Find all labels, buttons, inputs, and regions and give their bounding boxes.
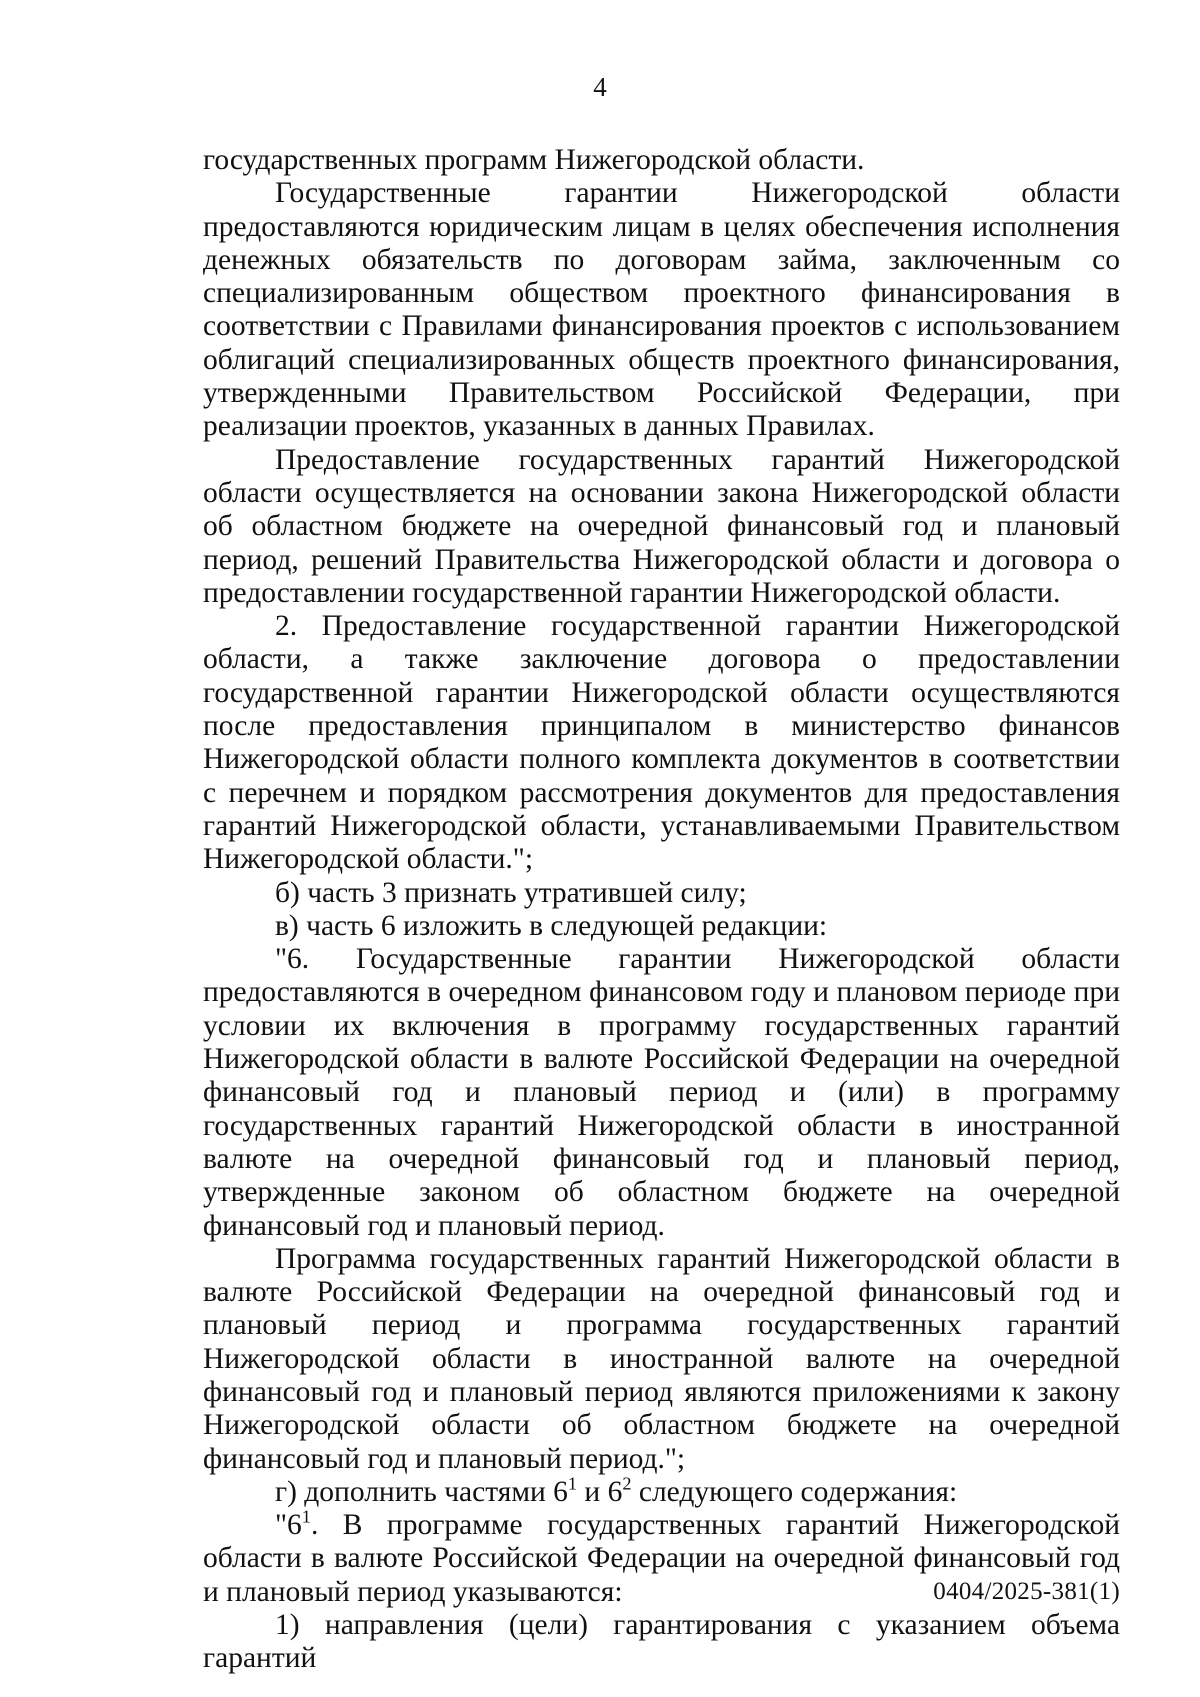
superscript-1: 1 bbox=[301, 1506, 311, 1527]
paragraph-item-v: в) часть 6 изложить в следующей редакции: bbox=[275, 909, 828, 942]
item-g-text-middle: и 6 bbox=[577, 1475, 623, 1508]
paragraph-item-2: 2. Предоставление государственной гарантии Нижегородской области, а также заключение договора о предоставлении государственной гарантии Нижегородской области осуществляются после предоставления принципалом в министерство финансов Нижегородской области полного комплекта документов в соответствии с перечнем и порядком рассмотрения документов для предоставления гарантий Нижегородской области, устанавливаемыми Правительством Нижегородской области."; bbox=[203, 610, 1120, 876]
superscript-1: 1 bbox=[567, 1473, 578, 1494]
document-body bbox=[203, 144, 1120, 1676]
paragraph-list-item-1: 1) направления (цели) гарантирования с указанием объема гарантий bbox=[203, 1609, 1120, 1675]
page-number: 4 bbox=[593, 72, 607, 102]
document-id: 0404/2025-381(1) bbox=[933, 1578, 1120, 1605]
item-g-text-start: г) дополнить частями 6 bbox=[275, 1475, 568, 1508]
item-g-text-end: следующего содержания: bbox=[631, 1475, 958, 1508]
superscript-2: 2 bbox=[622, 1473, 632, 1494]
paragraph-item-b: б) часть 3 признать утратившей силу; bbox=[275, 876, 747, 909]
paragraph-guarantees-purpose: Государственные гарантии Нижегородской области предоставляются юридическим лицам в целях обеспечения исполнения денежных обязательств по договорам займа, заключенным со специализированным обществом проектного финансирования в соответствии с Правилами финансирования проектов с использованием облигаций специализированных обществ проектного финансирования, утвержденными Правительством Российской Федерации, при реализации проектов, указанных в данных Правилах. bbox=[203, 177, 1120, 443]
paragraph-continuation: государственных программ Нижегородской области. bbox=[203, 144, 865, 176]
paragraph-guarantees-basis: Предоставление государственных гарантий Нижегородской области осуществляется на основании закона Нижегородской области об областном бюджете на очередной финансовый год и плановый период, решений Правительства Нижегородской области и договора о предоставлении государственной гарантии Нижегородской области. bbox=[203, 443, 1120, 609]
paragraph-part-6: "6. Государственные гарантии Нижегородской области предоставляются в очередном финансовом году и плановом периоде при условии их включения в программу государственных гарантий Нижегородской области в валюте Российской Федерации на очередной финансовый год и плановый период и (или) в программу государственных гарантий Нижегородской области в иностранной валюте на очередной финансовый год и плановый период, утвержденные законом об областном бюджете на очередной финансовый год и плановый период. bbox=[203, 943, 1120, 1242]
part-6-1-number: "6 bbox=[275, 1509, 302, 1542]
paragraph-item-g bbox=[203, 1473, 1120, 1509]
part-6-1-text: . В программе государственных гарантий Нижегородской области в валюте Российской Федерации на очередной финансовый год и плановый период указываются: bbox=[203, 1509, 1120, 1608]
paragraph-guarantee-program: Программа государственных гарантий Нижегородской области в валюте Российской Федерации на очередной финансовый год и плановый период и программа государственных гарантий Нижегородской области в иностранной валюте на очередной финансовый год и плановый период являются приложениями к закону Нижегородской области об областном бюджете на очередной финансовый год и плановый период."; bbox=[203, 1242, 1120, 1475]
